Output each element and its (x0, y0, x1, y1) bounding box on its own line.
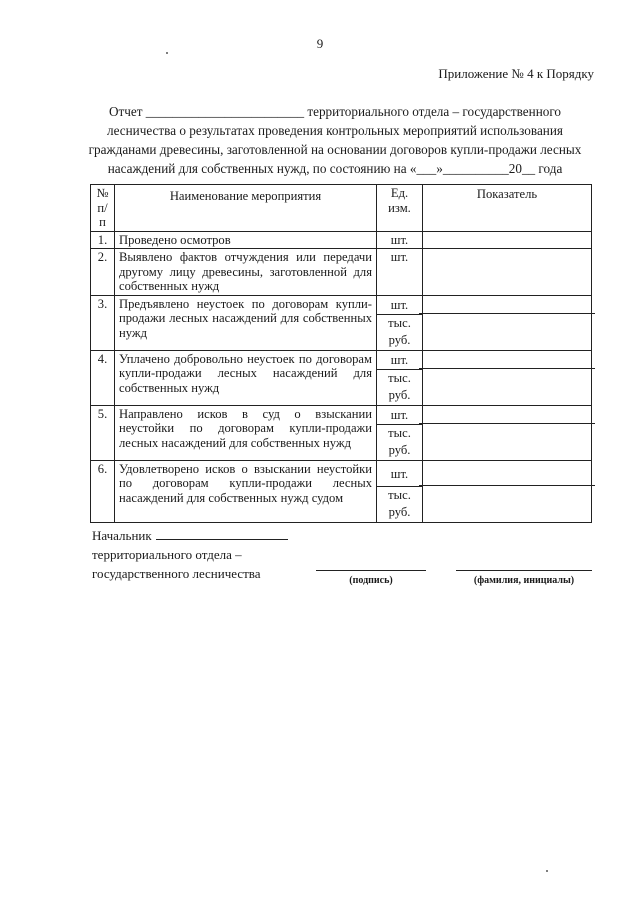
unit-rubles: руб. (388, 387, 411, 402)
row-value-cell[interactable] (423, 249, 592, 296)
unit-thousand: тыс. (388, 425, 411, 440)
unit-pieces: шт. (377, 297, 422, 315)
table-row (91, 231, 592, 249)
scan-speck (166, 52, 168, 54)
row-activity: Направлено исков в суд о взыскании неустойки по договорам купли-продажи лесных насаждений для собственных нужд (115, 405, 377, 460)
title-line-1: Отчет ________________________ территориального отдела – государственного (108, 104, 562, 119)
unit-thousand: тыс. (388, 487, 411, 502)
signature-title-line-2: территориального отдела – (92, 547, 242, 562)
row-number: 1. (91, 231, 115, 249)
head-label: Начальник (92, 528, 152, 543)
unit-rubles: руб. (388, 504, 411, 519)
head-name-blank[interactable] (156, 527, 288, 540)
row-number: 4. (91, 350, 115, 405)
header-number-line-2: п/п (97, 200, 108, 229)
value-rubles[interactable] (419, 369, 595, 403)
name-line[interactable] (456, 569, 592, 571)
table-body (91, 231, 592, 522)
row-value-cell[interactable] (423, 231, 592, 249)
header-number (91, 185, 115, 232)
appendix-label: Приложение № 4 к Порядку (438, 66, 594, 81)
unit-rubles: руб. (388, 442, 411, 457)
row-activity: Выявлено фактов отчуждения или передачи другому лицу древесины, заготовленной для собственных нужд (115, 249, 377, 296)
unit-thousand: тыс. (388, 315, 411, 330)
header-number-line-1: № (96, 186, 109, 200)
row-unit: шт. (377, 231, 423, 249)
value-pieces[interactable] (419, 406, 595, 424)
row-activity: Удовлетворено исков о взыскании неустойки по договорам купли-продажи лесных насаждений для собственных нужд судом (115, 460, 377, 522)
scan-speck (546, 870, 548, 872)
row-activity: Предъявлено неустоек по договорам купли-продажи лесных насаждений для собственных нужд (115, 295, 377, 350)
title-line-2: лесничества о результатах проведения контрольных мероприятий использования (107, 123, 563, 138)
row-number: 5. (91, 405, 115, 460)
row-unit (377, 295, 423, 350)
row-unit (377, 460, 423, 522)
row-activity: Проведено осмотров (115, 231, 377, 249)
row-value-cell[interactable] (423, 350, 592, 405)
unit-rubles: руб. (388, 332, 411, 347)
name-caption: (фамилия, инициалы) (473, 575, 575, 586)
signature-line[interactable] (316, 569, 426, 571)
value-pieces[interactable] (419, 351, 595, 369)
value-rubles[interactable] (419, 486, 595, 520)
row-number: 3. (91, 295, 115, 350)
signature-title-line-1 (92, 526, 288, 545)
row-number: 2. (91, 249, 115, 296)
unit-pieces: шт. (377, 462, 422, 487)
row-unit (377, 350, 423, 405)
value-rubles[interactable] (419, 314, 595, 348)
signature-title-line-3: государственного лесничества (92, 566, 261, 581)
row-value-cell[interactable] (423, 405, 592, 460)
header-activity-name: Наименование мероприятия (115, 185, 377, 232)
row-number: 6. (91, 460, 115, 522)
unit-pieces: шт. (377, 352, 422, 370)
page-number: 9 (316, 36, 324, 51)
table-row (91, 295, 592, 350)
unit-thousand: тыс. (388, 370, 411, 385)
signature-caption: (подпись) (349, 575, 393, 586)
value-pieces[interactable] (419, 296, 595, 314)
table-row (91, 350, 592, 405)
header-unit (377, 185, 423, 232)
report-table (90, 184, 592, 523)
table-row (91, 460, 592, 522)
row-value-cell[interactable] (423, 460, 592, 522)
table-row (91, 249, 592, 296)
signature-block (92, 526, 288, 583)
value-pieces[interactable] (419, 461, 595, 486)
report-title (70, 102, 600, 178)
value-rubles[interactable] (419, 424, 595, 458)
header-unit-line-2: изм. (388, 200, 411, 215)
row-activity: Уплачено добровольно неустоек по договорам купли-продажи лесных насаждений для собственных нужд (115, 350, 377, 405)
table-header-row (91, 185, 592, 232)
table-row (91, 405, 592, 460)
title-line-3: гражданами древесины, заготовленной на основании договоров купли-продажи лесных (88, 142, 582, 157)
unit-pieces: шт. (377, 407, 422, 425)
header-indicator: Показатель (423, 185, 592, 232)
row-unit (377, 405, 423, 460)
title-line-4: насаждений для собственных нужд, по состоянию на «___»__________20__ года (107, 161, 563, 176)
row-value-cell[interactable] (423, 295, 592, 350)
header-unit-line-1: Ед. (390, 186, 409, 200)
row-unit: шт. (377, 249, 423, 296)
